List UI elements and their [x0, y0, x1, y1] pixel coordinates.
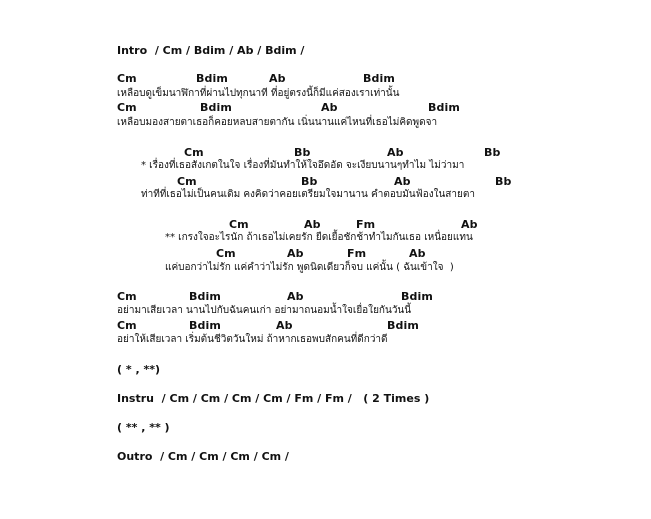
lyric-line: * เรื่องที่เธอสังเกตในใจ เรื่องที่มันทำให้ใจอึดอัด จะเงียบนานๆทำไม ไม่ว่ามา — [141, 160, 465, 171]
chord-cm: Cm — [216, 247, 236, 260]
chord-cm: Cm — [229, 218, 249, 231]
instru-line: Instru / Cm / Cm / Cm / Cm / Fm / Fm / ( 2 Times ) — [117, 392, 430, 405]
repeat-marker: ( ** , ** ) — [117, 421, 170, 434]
chord-bb: Bb — [484, 146, 501, 159]
chord-fm: Fm — [347, 247, 367, 260]
chord-bb: Bb — [495, 175, 512, 188]
chord-cm: Cm — [117, 72, 137, 85]
chord-ab: Ab — [387, 146, 404, 159]
lyric-line: เหลือบมองสายตาเธอก็คอยหลบสายตากัน เนิ่นนานแค่ไหนที่เธอไม่คิดพูดจา — [117, 117, 438, 128]
chord-ab: Ab — [409, 247, 426, 260]
chord-cm: Cm — [177, 175, 197, 188]
chord-bdim: Bdim — [428, 101, 460, 114]
repeat-marker: ( * , **) — [117, 363, 160, 376]
chord-bdim: Bdim — [363, 72, 395, 85]
chord-bdim: Bdim — [401, 290, 433, 303]
lyric-line: อย่ามาเสียเวลา นานไปกับฉันคนเก่า อย่ามาถนอมน้ำใจเยื่อใยกันวันนี้ — [117, 305, 412, 316]
lyric-line: แค่บอกว่าไม่รัก แค่คำว่าไม่รัก พูดนิดเดียวก็จบ แค่นั้น ( ฉันเข้าใจ ) — [165, 262, 454, 273]
chord-fm: Fm — [356, 218, 376, 231]
chord-bb: Bb — [294, 146, 311, 159]
chord-ab: Ab — [269, 72, 286, 85]
lyric-line: ท่าทีที่เธอไม่เป็นคนเดิม คงคิดว่าคอยเตรียมใจมานาน คำตอบมันฟ้องในสายตา — [141, 189, 475, 200]
chord-bdim: Bdim — [196, 72, 228, 85]
chord-ab: Ab — [461, 218, 478, 231]
intro-line: Intro / Cm / Bdim / Ab / Bdim / — [117, 44, 305, 57]
chord-ab: Ab — [304, 218, 321, 231]
chord-bdim: Bdim — [387, 319, 419, 332]
chord-ab: Ab — [287, 247, 304, 260]
chord-bdim: Bdim — [189, 319, 221, 332]
chord-ab: Ab — [287, 290, 304, 303]
chord-bb: Bb — [301, 175, 318, 188]
lyric-line: อย่าให้เสียเวลา เริ่มต้นชีวิตวันใหม่ ถ้าหากเธอพบสักคนที่ดีกว่าดี — [117, 334, 388, 345]
lyric-line: เหลือบดูเข็มนาฬิกาที่ผ่านไปทุกนาที ที่อยู่ตรงนี้ก็มีแค่สองเราเท่านั้น — [117, 88, 400, 99]
chord-bdim: Bdim — [200, 101, 232, 114]
chord-cm: Cm — [117, 319, 137, 332]
chord-cm: Cm — [117, 101, 137, 114]
outro-line: Outro / Cm / Cm / Cm / Cm / — [117, 450, 289, 463]
chord-cm: Cm — [184, 146, 204, 159]
chord-ab: Ab — [276, 319, 293, 332]
chord-ab: Ab — [394, 175, 411, 188]
chord-bdim: Bdim — [189, 290, 221, 303]
lyric-line: ** เกรงใจอะไรนัก ถ้าเธอไม่เคยรัก ยืดเยื้อชักช้าทำไมกันเธอ เหนื่อยแทน — [165, 232, 473, 243]
chord-ab: Ab — [321, 101, 338, 114]
chord-cm: Cm — [117, 290, 137, 303]
